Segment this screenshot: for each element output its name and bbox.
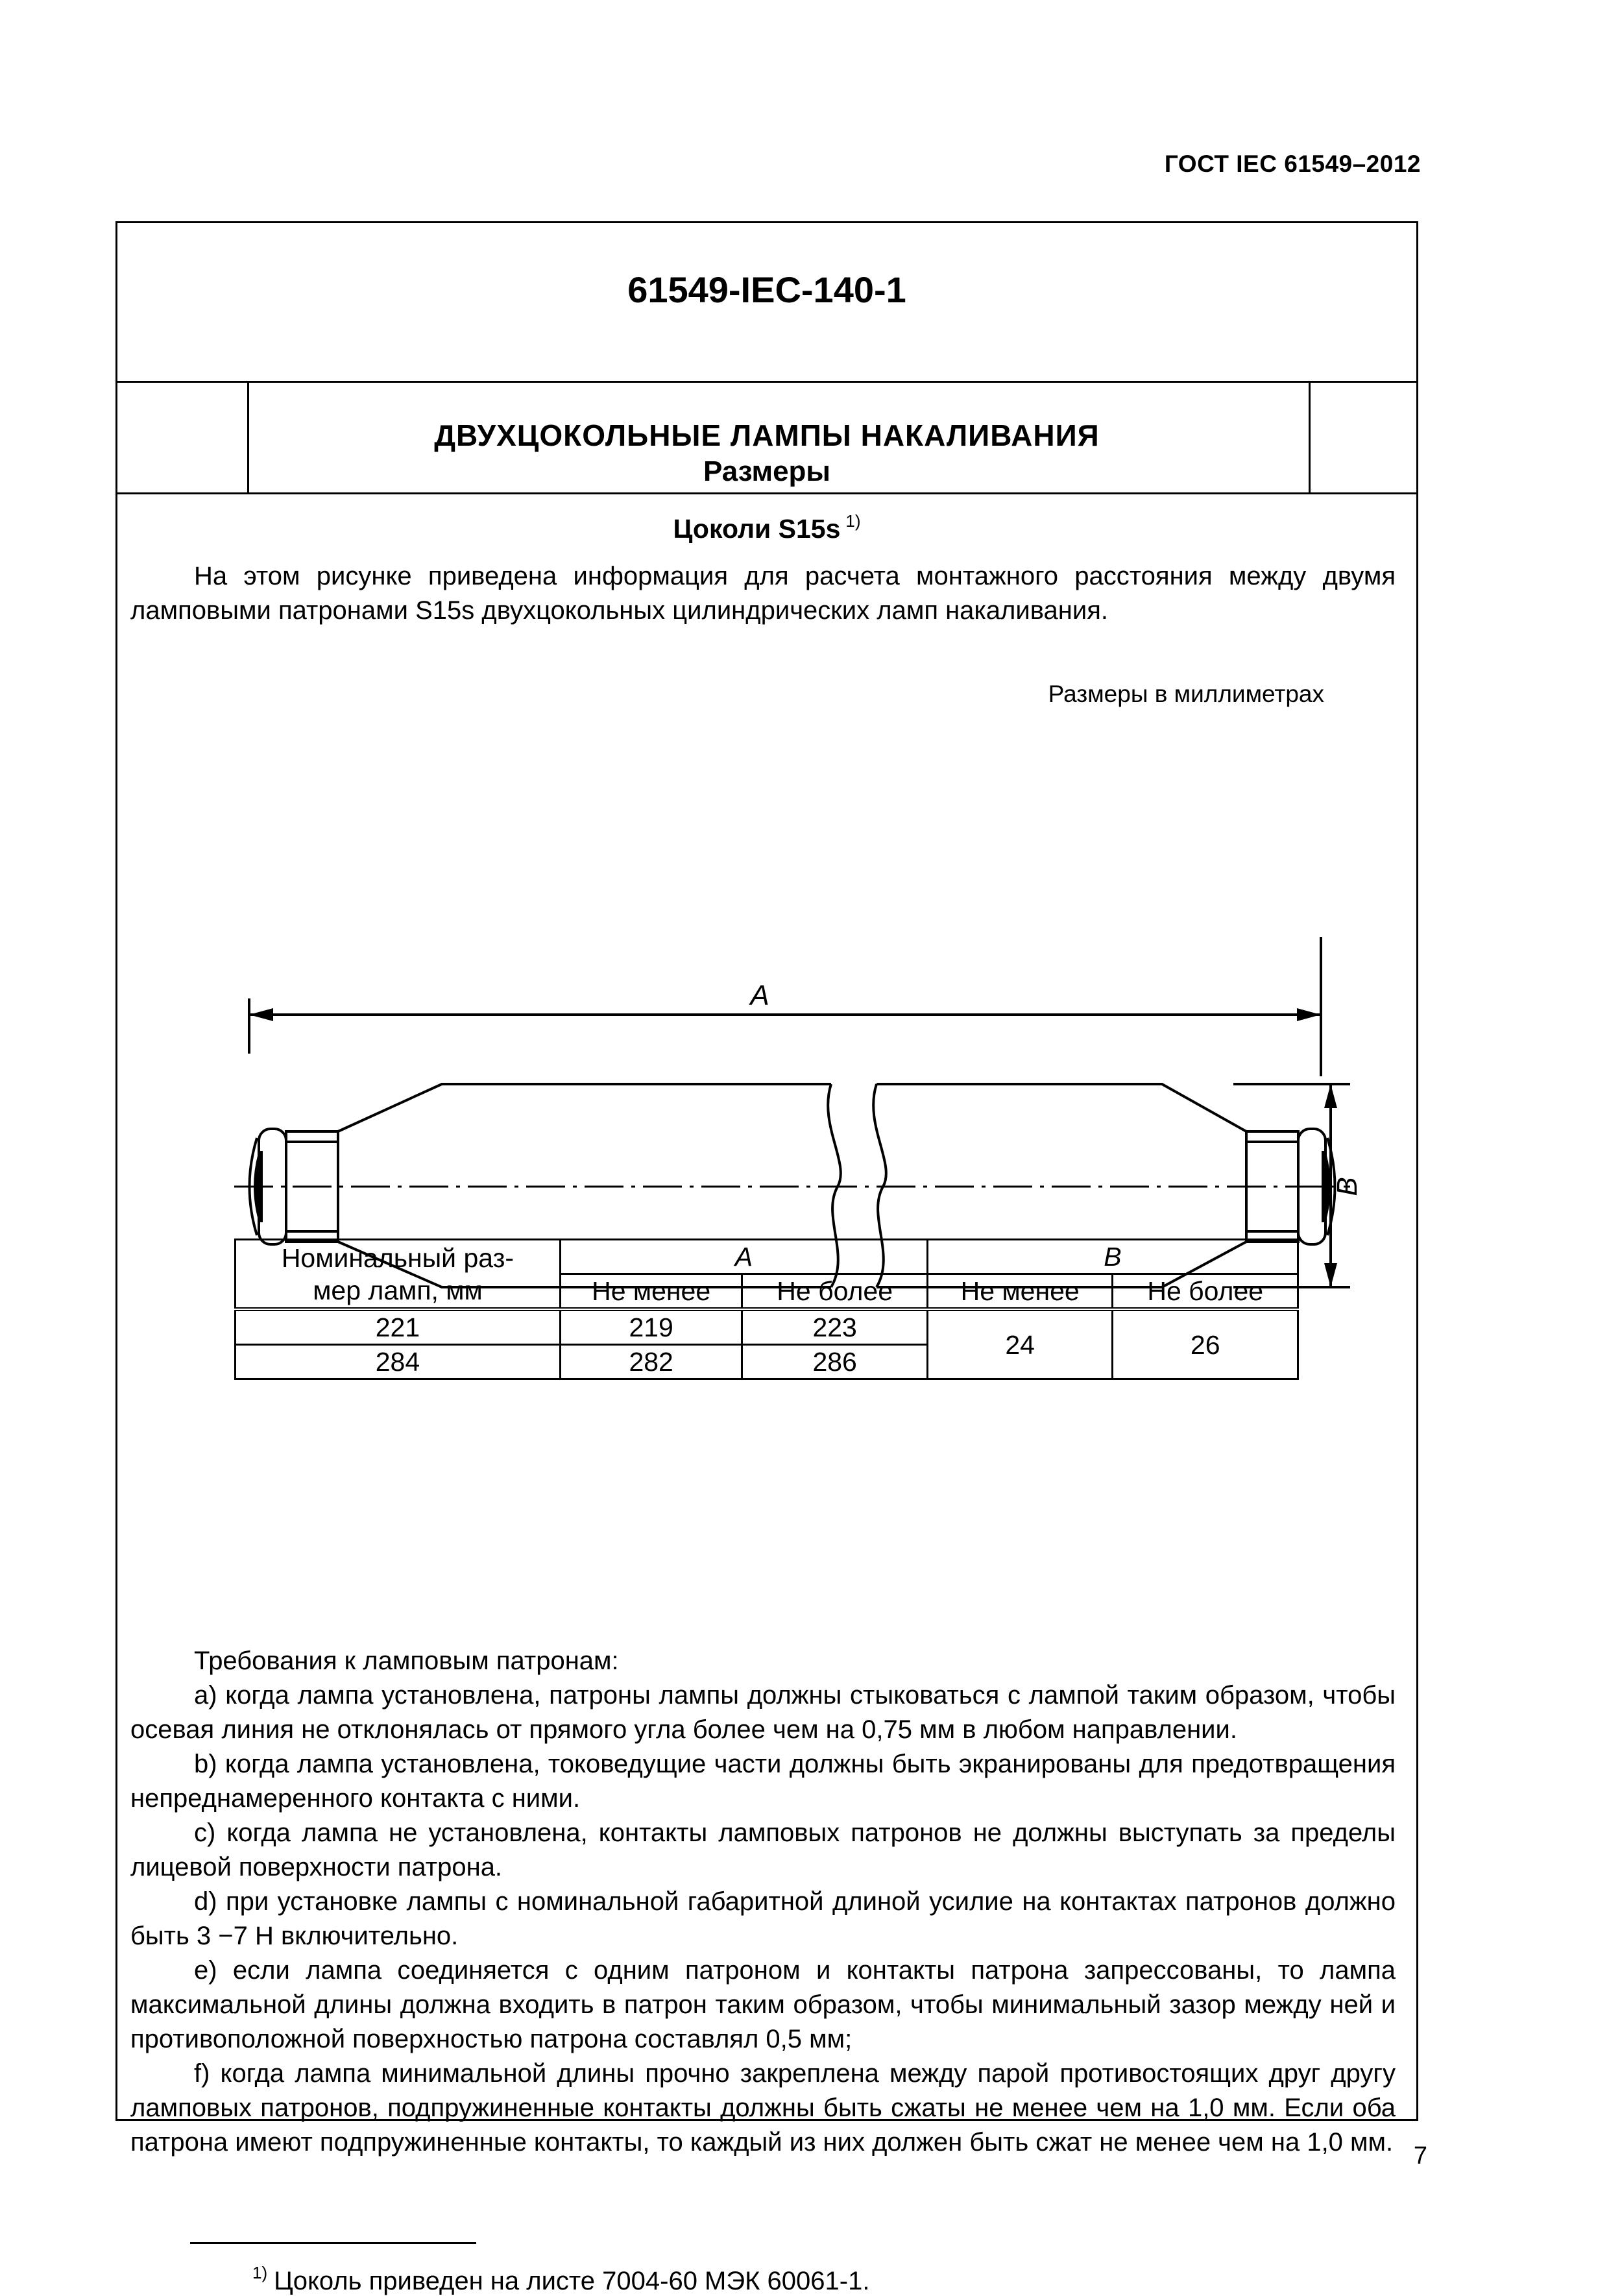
a-min-cell: 282 — [560, 1345, 742, 1379]
cap-heading — [117, 511, 1416, 544]
requirement-item-f: f) когда лампа минимальной длины прочно закреплена между парой противостоящих друг другу ламповых патронов, подпружиненные контакты должны быть сжаты не менее чем на 1,0 мм. Если оба патрона имеют подпружиненные контакты, то каждый из них должен быть сжат не менее чем на 1,0 мм. — [130, 2059, 1396, 2157]
dimensions-table — [234, 1239, 1299, 1380]
bulb-left-top — [338, 1084, 831, 1131]
footnote-rule — [190, 2242, 476, 2244]
document-title: ДВУХЦОКОЛЬНЫЕ ЛАМПЫ НАКАЛИВАНИЯ — [434, 418, 1100, 452]
nominal-size-header: Номинальный раз- мер ламп, мм — [236, 1240, 561, 1310]
page-number: 7 — [1413, 2142, 1427, 2169]
nominal-cell: 221 — [236, 1309, 561, 1345]
frame-divider-top — [117, 381, 1416, 383]
dim-a-arrow-left — [249, 1008, 273, 1021]
requirement-item-e: e) если лампа соединяется с одним патроном и контакты патрона запрессованы, то лампа максимальной длины должна входить в патрон таким образом, чтобы минимальный зазор между ней и противоположной поверхностью патрона составлял 0,5 мм; — [130, 1956, 1396, 2053]
table-header-row — [236, 1240, 1298, 1274]
requirement-item-c: c) когда лампа не установлена, контакты ламповых патронов не должны выступать за пределы лицевой поверхности патрона. — [130, 1819, 1396, 1881]
requirements-section — [130, 1644, 1396, 2160]
frame-divider-title — [117, 492, 1416, 494]
footnote — [189, 2263, 1227, 2296]
b-max-header: Не более — [1113, 1274, 1298, 1310]
standard-header: ГОСТ IEC 61549–2012 — [1164, 151, 1421, 177]
units-note: Размеры в миллиметрах — [1048, 681, 1324, 707]
a-max-cell: 223 — [742, 1309, 928, 1345]
cap-footnote-ref: 1) — [845, 511, 861, 531]
requirement-item-b: b) когда лампа установлена, токоведущие части должны быть экранированы для предотвращения непреднамеренного контакта с ними. — [130, 1750, 1396, 1813]
footnote-text: Цоколь приведен на листе 7004-60 МЭК 60061-1. — [274, 2267, 870, 2295]
a-max-header: Не более — [742, 1274, 928, 1310]
b-max-cell: 26 — [1113, 1309, 1298, 1379]
requirement-item-a: a) когда лампа установлена, патроны лампы должны стыковаться с лампой таким образом, чтобы осевая линия не отклонялась от прямого угла более чем на 0,75 мм в любом направлении. — [130, 1681, 1396, 1744]
dim-b-arrow-top — [1324, 1084, 1337, 1108]
bulb-right-top — [877, 1084, 1246, 1131]
title-block — [117, 418, 1416, 488]
dim-a-arrow-right — [1297, 1008, 1321, 1021]
nominal-cell: 284 — [236, 1345, 561, 1379]
b-min-header: Не менее — [927, 1274, 1113, 1310]
b-min-cell: 24 — [927, 1309, 1113, 1379]
sheet-code: 61549-IEC-140-1 — [627, 269, 906, 310]
right-contact-tip — [1322, 1151, 1331, 1222]
a-min-cell: 219 — [560, 1309, 742, 1345]
dim-b-arrow-bottom — [1324, 1263, 1337, 1287]
requirement-item-d: d) при установке лампы с номинальной габаритной длиной усилие на контактах патронов должно быть 3 −7 Н включительно. — [130, 1887, 1396, 1950]
dim-b-label: B — [1331, 1177, 1363, 1196]
dim-a-label: A — [750, 980, 769, 1011]
footnote-mark: 1) — [252, 2263, 268, 2282]
table-row — [236, 1309, 1298, 1345]
document-subtitle: Размеры — [703, 455, 831, 487]
cap-label: Цоколи S15s — [673, 514, 841, 544]
sheet-frame — [115, 221, 1418, 2295]
group-b-header: B — [927, 1240, 1298, 1274]
left-contact-tip — [254, 1151, 263, 1222]
group-a-header: A — [560, 1240, 927, 1274]
requirements-lead: Требования к ламповым патронам: — [194, 1647, 619, 1675]
intro-paragraph: На этом рисунке приведена информация для расчета монтажного расстояния между двумя ламповыми патронами S15s двухцокольных цилиндрических ламп накаливания. — [130, 562, 1396, 625]
a-min-header: Не менее — [560, 1274, 742, 1310]
a-max-cell: 286 — [742, 1345, 928, 1379]
